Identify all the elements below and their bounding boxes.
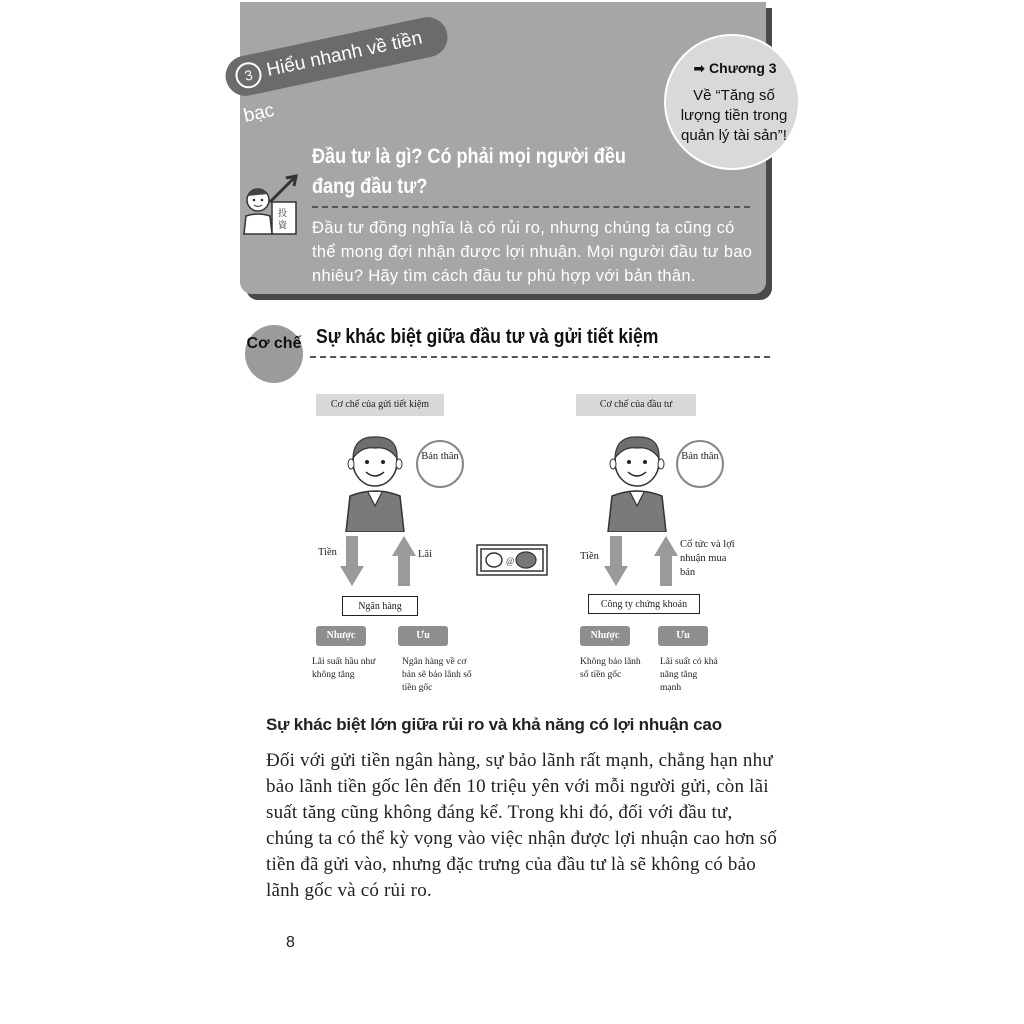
money-label: Tiền [318, 547, 337, 558]
money-label: Tiền [580, 551, 599, 562]
self-bubble: Bản thân [676, 440, 724, 488]
header-body: Đầu tư đồng nghĩa là có rủi ro, nhưng chúng ta cũng có thể mong đợi nhận được lợi nhuận. Mọi người đầu tư bao nhiêu? Hãy tìm cách đầu tư phù hợp với bản thân. [312, 219, 753, 285]
tag-number-circle: 3 [233, 60, 264, 91]
cons-pill: Nhược [580, 626, 630, 646]
header-title: Đầu tư là gì? Có phải mọi người đều đang đầu tư? [312, 145, 626, 198]
dividend-label: Cổ tức và lợi nhuận mua bán [680, 539, 735, 578]
tag-text: Hiểu nhanh về tiền bạc [241, 27, 425, 127]
comparison-diagram [310, 388, 735, 698]
svg-text:@: @ [506, 556, 515, 566]
arrow-up-icon [392, 536, 416, 586]
content-paragraph: Đối với gửi tiền ngân hàng, sự bảo lãnh rất mạnh, chẳng hạn như bảo lãnh tiền gốc lên đến 10 triệu yên với mỗi người gửi, còn lãi suất tăng cũng không đáng kể. Trong khi đó, đối với đầu tư, chúng ta có thể kỳ vọng vào việc nhận được lợi nhuận cao hơn số tiền đã gửi vào, nhưng đặc trưng của đầu tư là sẽ không có bảo lãnh gốc và có rủi ro. [266, 750, 778, 901]
svg-text:資: 資 [278, 220, 288, 230]
mechanism-badge: Cơ chế [245, 325, 303, 383]
section-divider [310, 356, 770, 358]
section-title: Sự khác biệt giữa đầu tư và gửi tiết kiệm [316, 326, 659, 348]
person-icon [602, 434, 672, 532]
interest-label: Lãi [418, 549, 432, 560]
investment-mechanism-tag: Cơ chế của đầu tư [576, 394, 696, 416]
banknote-icon [476, 544, 548, 576]
arrow-right-icon: ➡ [693, 60, 706, 76]
pros-text: Lãi suất có khả năng tăng mạnh [660, 657, 718, 693]
cons-text: Không bảo lãnh số tiền gốc [580, 657, 641, 680]
header-divider [312, 206, 750, 208]
pros-text: Ngân hàng về cơ bản sẽ bảo lãnh số tiền gốc [402, 657, 472, 693]
pros-pill: Ưu [658, 626, 708, 646]
person-icon [340, 434, 410, 532]
chapter-label-text: Chương 3 [709, 60, 777, 76]
arrow-down-icon [604, 536, 628, 586]
self-bubble: Bản thân [416, 440, 464, 488]
pros-pill: Ưu [398, 626, 448, 646]
bank-box: Ngân hàng [342, 596, 418, 616]
chapter-label [680, 60, 790, 77]
savings-mechanism-tag: Cơ chế của gửi tiết kiệm [316, 394, 444, 416]
svg-text:投: 投 [278, 208, 288, 218]
arrow-up-icon [654, 536, 678, 586]
investor-illustration-icon [240, 172, 306, 238]
chapter-circle [664, 34, 800, 170]
cons-pill: Nhược [316, 626, 366, 646]
chapter-text: Về “Tăng số lượng tiền trong quản lý tài sản”! [680, 87, 788, 144]
page-number: 8 [286, 934, 295, 951]
arrow-down-icon [340, 536, 364, 586]
content-subheading: Sự khác biệt lớn giữa rủi ro và khả năng có lợi nhuận cao [266, 715, 722, 734]
cons-text: Lãi suất hầu như không tăng [312, 657, 376, 680]
securities-company-box: Công ty chứng khoán [588, 594, 700, 614]
